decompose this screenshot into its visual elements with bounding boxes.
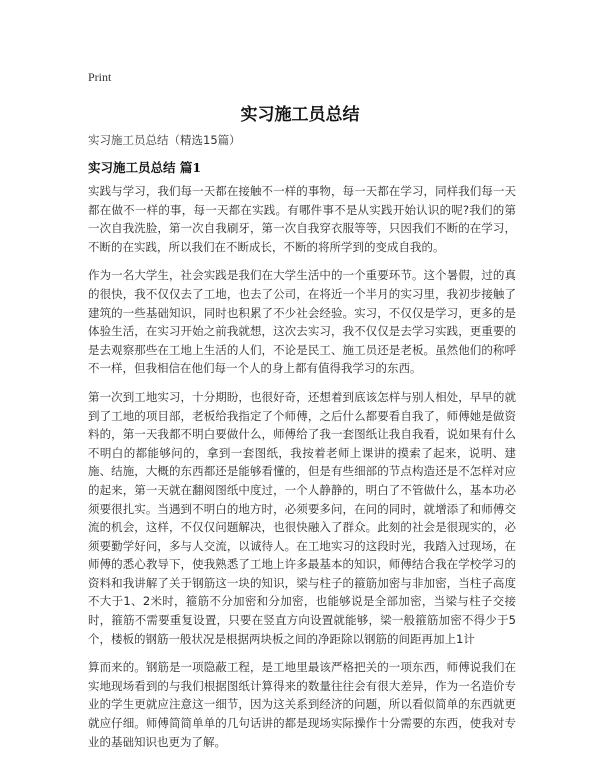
article-body — [88, 182, 516, 761]
print-label[interactable]: Print — [88, 70, 112, 84]
paragraph-3: 第一次到工地实习，十分期盼，也很好奇，还想着到底该怎样与别人相处，早早的就到了工地的项目部，老板给我指定了个师傅，之后什么都要看自我了，师傅她是做资料的，第一天我都不明白要做什么，师傅给了我一套图纸让我自我看，说如果有什么不明白的都能够问的，拿到一套图纸，我按着老师上课讲的摸索了起来，说明、建施、结施，大概的东西都还是能够看懂的，但是有些细部的节点构造还是不怎样对应的起来，第一天就在翻阅图纸中度过，一个人静静的，明白了不管做什么，基本功必须要很扎实。当遇到不明白的地方时，必须要多问，在问的同时，就增添了和师傅交流的机会，这样，不仅仅问题解决，也很快融入了群众。此刻的社会是很现实的，必须要勤学好问，多与人交流，以诚待人。在工地实习的这段时光，我踏入过现场，在师傅的悉心教导下，使我熟悉了工地上许多最基本的知识，师傅结合我在学校学习的资料和我讲解了关于钢筋这一块的知识，梁与柱子的箍筋加密与非加密，当柱子高度不大于1、2米时，箍筋不分加密和分加密，也能够说是全部加密，当梁与柱子交接时，箍筋不需要重复设置，只要在竖直方向设置就能够，梁一般箍筋加密不得少于5个，楼板的钢筋一般状况是根据两块板之间的净距除以钢筋的间距再加上1计 — [88, 389, 516, 646]
document-subtitle: 实习施工员总结（精选15篇） — [88, 133, 241, 147]
paragraph-2: 作为一名大学生，社会实践是我们在大学生活中的一个重要环节。这个暑假，过的真的很快，我不仅仅去了工地，也去了公司，在将近一个半月的实习里，我初步接触了建筑的一些基础知识，同时也积累了不少社会经验。实习，不仅仅是学习，更多的是体验生活，在实习开始之前我就想，这次去实习，我不仅仅是去学习实践，更重要的是去观察那些在工地上生活的人们，不论是民工、施工员还是老板。虽然他们的称呼不一样，但我相信在他们每一个人的身上都有值得我学习的东西。 — [88, 268, 516, 376]
paragraph-1: 实践与学习，我们每一天都在接触不一样的事物，每一天都在学习，同样我们每一天都在做不一样的事，每一天都在实践。有哪件事不是从实践开始认识的呢?我们的第一次自我洗脸，第一次自我刷牙，第一次自我穿衣服等等，只因我们不断的在学习，不断的在实践，所以我们在不断成长，不断的将所学到的变成自我的。 — [88, 184, 516, 254]
page-title: 实习施工员总结 — [240, 105, 360, 125]
paragraph-4: 算而来的。钢筋是一项隐蔽工程，是工地里最该严格把关的一项东西，师傅说我们在实地现场看到的与我们根据图纸计算得来的数量往往会有很大差异，作为一名造价专业的学生更就应注意这一细节，因为这关系到经济的问题，所以看似简单的东西就更就应仔细。师傅简简单单的几句话讲的都是现场实际操作十分需要的东西，使我对专业的基础知识也更为了解。 — [88, 660, 516, 749]
section-heading: 实习施工员总结 篇1 — [88, 160, 202, 175]
